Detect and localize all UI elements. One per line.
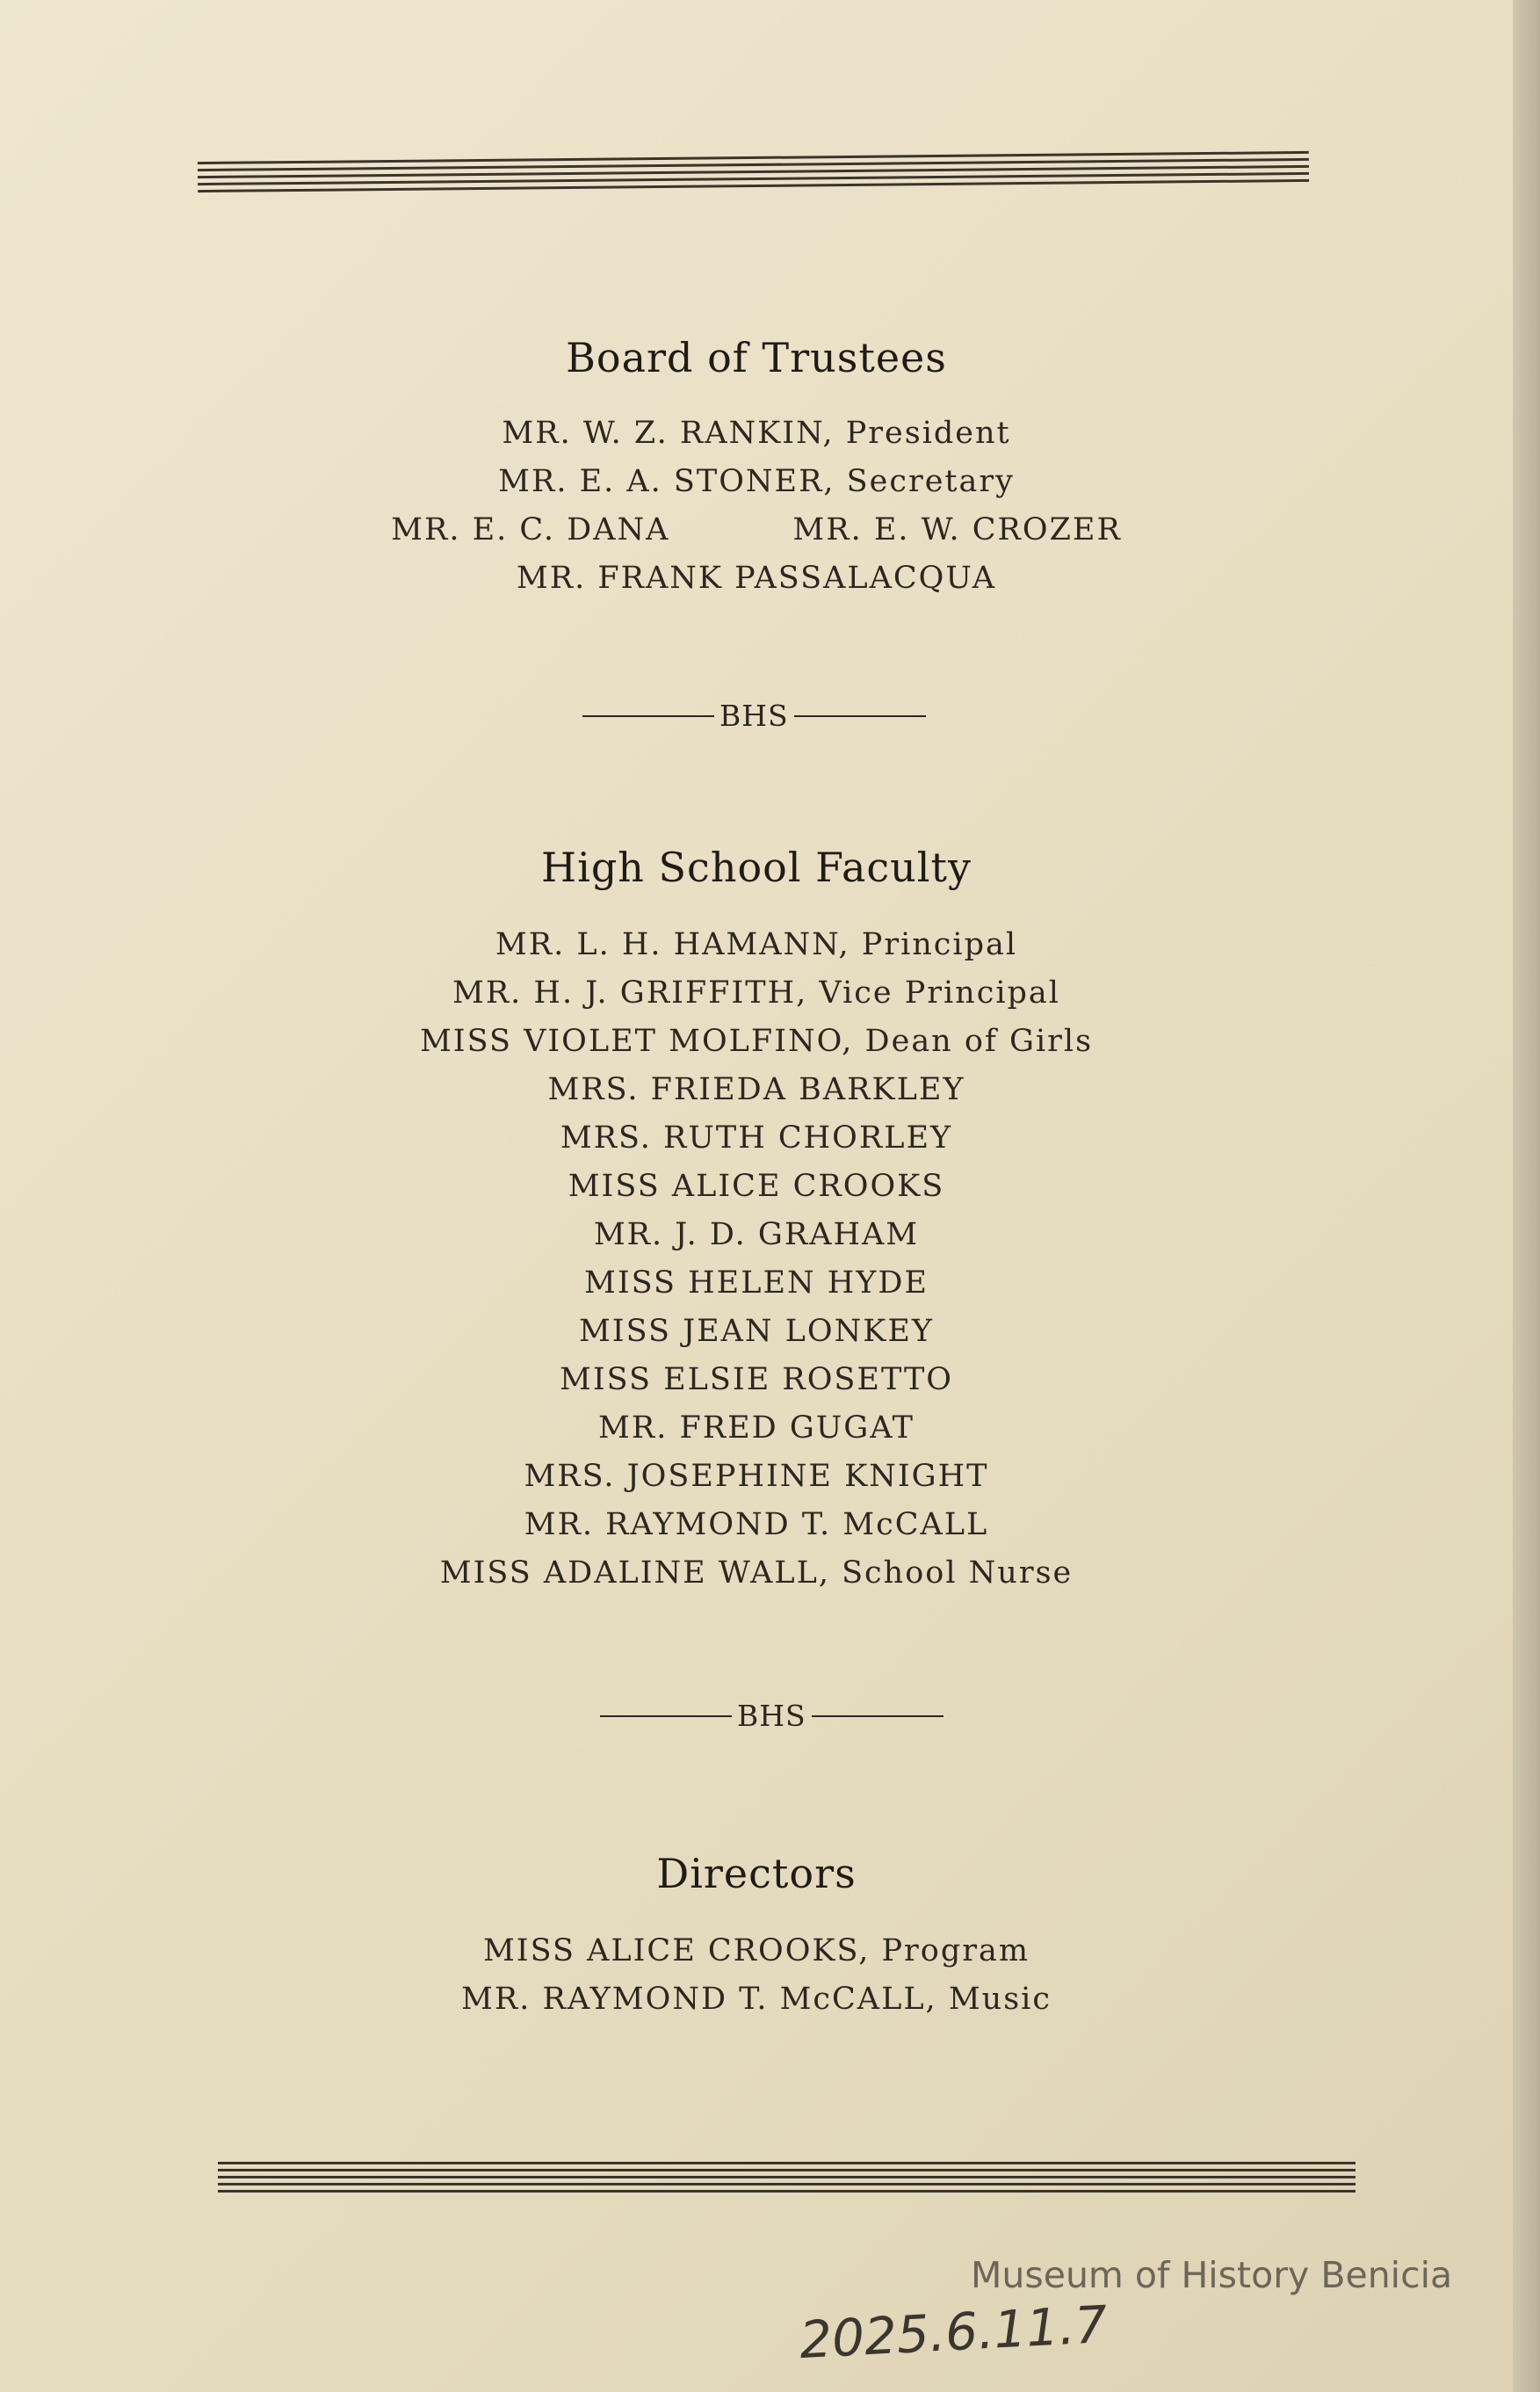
faculty-member: MISS ELSIE ROSETTO	[559, 1362, 953, 1397]
page-edge-shadow	[1513, 0, 1540, 2392]
bottom-decorative-rule	[218, 2162, 1356, 2197]
faculty-heading: High School Faculty	[541, 844, 972, 891]
faculty-list	[0, 921, 1513, 1598]
top-decorative-rule	[198, 151, 1309, 197]
faculty-member: MRS. JOSEPHINE KNIGHT	[524, 1459, 989, 1494]
trustee-crozer: MR. E. W. CROZER	[792, 512, 1122, 547]
faculty-member: MRS. RUTH CHORLEY	[560, 1120, 953, 1156]
faculty-member: MISS VIOLET MOLFINO, Dean of Girls	[419, 1024, 1094, 1059]
separator-label: BHS	[719, 699, 789, 733]
faculty-member: MR. FRED GUGAT	[598, 1410, 915, 1446]
accession-number: 2025.6.11.7	[798, 2294, 1110, 2371]
faculty-member: MISS ADALINE WALL, School Nurse	[439, 1555, 1074, 1591]
faculty-member: MISS HELEN HYDE	[584, 1265, 929, 1301]
trustees-list	[0, 410, 1513, 603]
trustee-president: MR. W. Z. RANKIN, President	[502, 416, 1011, 451]
faculty-member: MR. RAYMOND T. McCALL	[524, 1507, 989, 1542]
faculty-member: MISS JEAN LONKEY	[578, 1314, 935, 1349]
director-member: MR. RAYMOND T. McCALL, Music	[461, 1982, 1052, 2017]
faculty-section	[0, 844, 1513, 1598]
faculty-member: MRS. FRIEDA BARKLEY	[547, 1072, 965, 1107]
section-separator	[600, 1699, 944, 1733]
separator-label: BHS	[737, 1699, 806, 1733]
faculty-member: MISS ALICE CROOKS	[568, 1169, 945, 1204]
director-member: MISS ALICE CROOKS, Program	[482, 1933, 1030, 1968]
trustee-secretary: MR. E. A. STONER, Secretary	[498, 464, 1015, 499]
directors-list	[0, 1927, 1513, 2024]
trustees-heading: Board of Trustees	[566, 334, 947, 381]
trustee-dana: MR. E. C. DANA	[391, 512, 670, 547]
directors-heading: Directors	[656, 1850, 857, 1897]
faculty-member: MR. J. D. GRAHAM	[593, 1217, 920, 1252]
trustees-section	[0, 334, 1513, 603]
directors-section	[0, 1850, 1513, 2024]
faculty-member: MR. L. H. HAMANN, Principal	[495, 927, 1018, 962]
section-separator	[582, 699, 926, 733]
trustee-passalacqua: MR. FRANK PASSALACQUA	[516, 561, 997, 596]
museum-watermark: Museum of History Benicia	[971, 2254, 1453, 2296]
trustee-pair-row	[0, 506, 1513, 555]
faculty-member: MR. H. J. GRIFFITH, Vice Principal	[452, 975, 1060, 1011]
